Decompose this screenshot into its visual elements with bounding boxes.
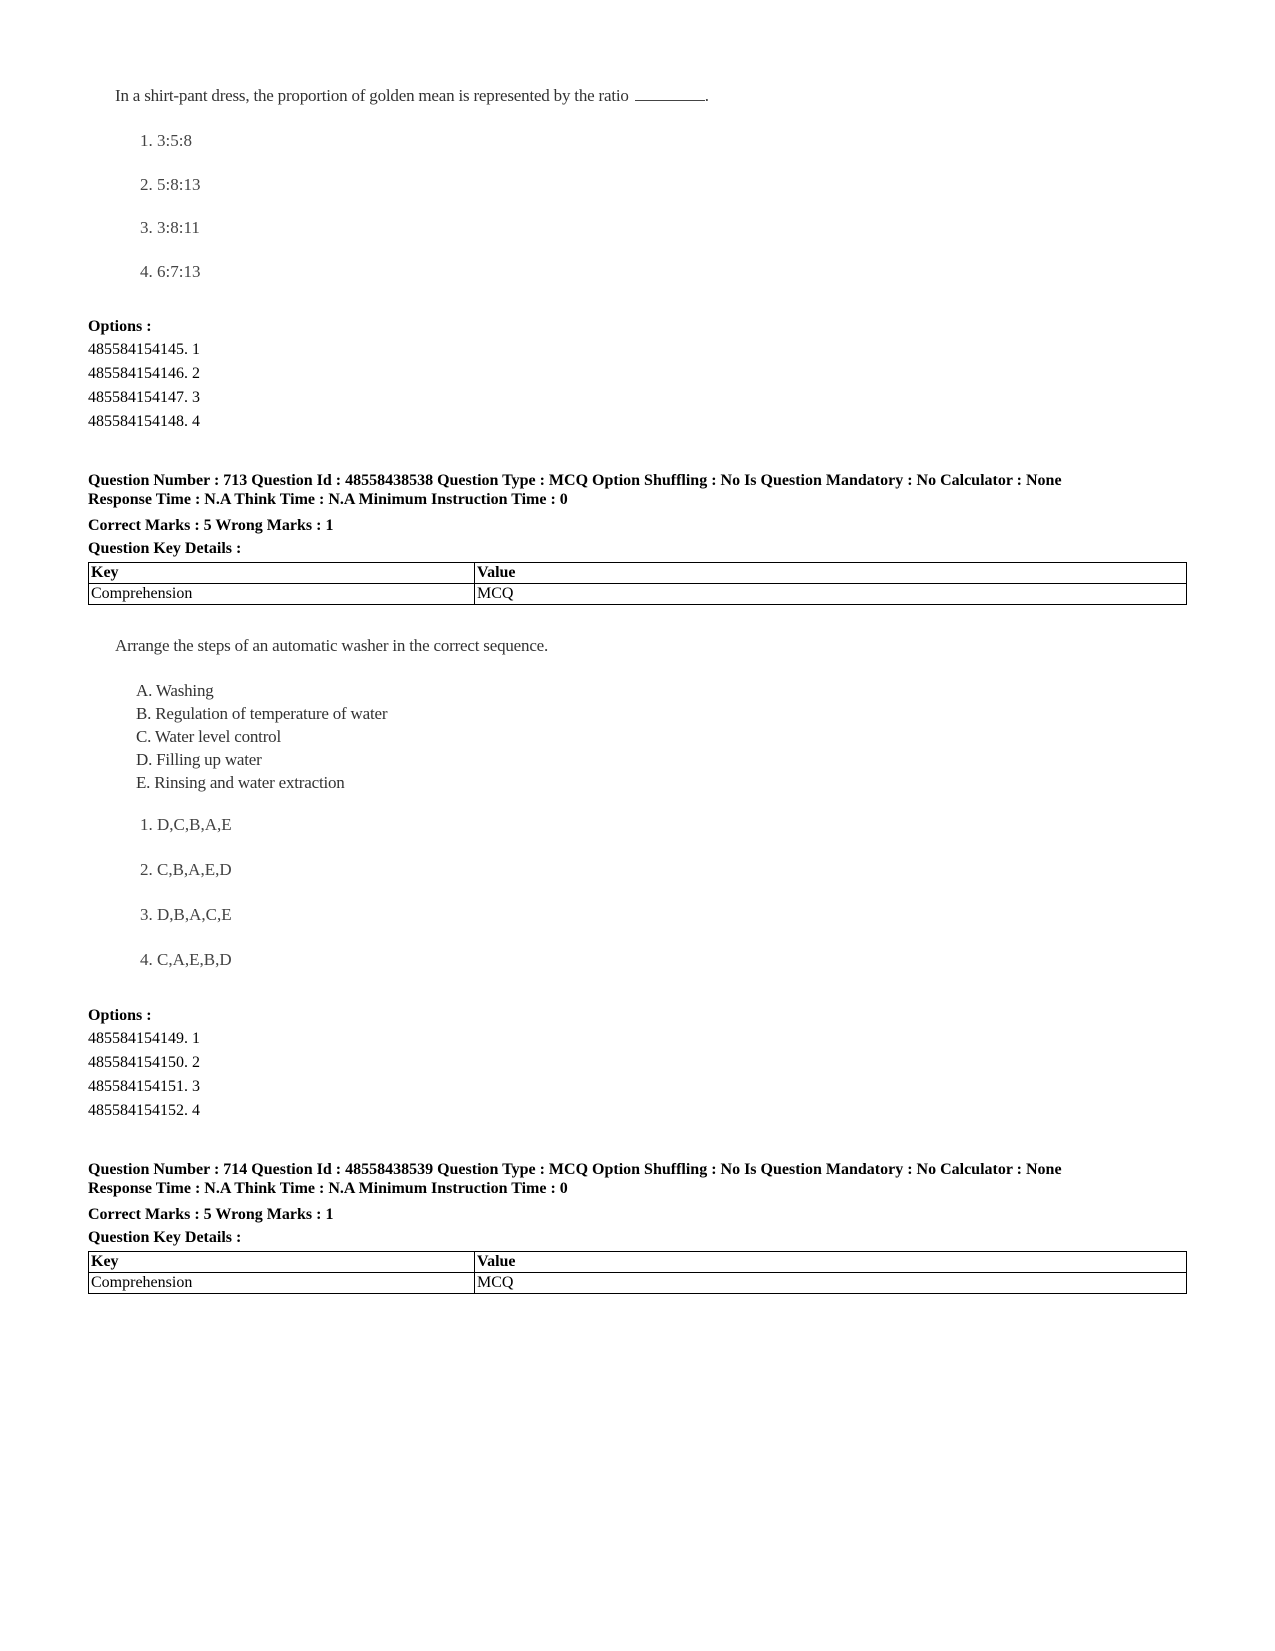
key-details-table bbox=[88, 562, 1187, 605]
meta-line-1: Question Number : 714 Question Id : 48558438539 Question Type : MCQ Option Shuffling : No Is Question Mandatory : No Calculator : None bbox=[88, 1161, 1062, 1178]
question-stem: Arrange the steps of an automatic washer in the correct sequence. bbox=[115, 636, 549, 655]
table-row bbox=[89, 584, 1187, 605]
options-label: Options : bbox=[88, 318, 152, 335]
step-item: A. Washing bbox=[136, 681, 214, 700]
value-header: Value bbox=[475, 1252, 1187, 1273]
value-cell: MCQ bbox=[475, 1273, 1187, 1294]
question-stem-image-text bbox=[115, 86, 709, 106]
option-item: 485584154147. 3 bbox=[88, 389, 200, 406]
value-header: Value bbox=[475, 563, 1187, 584]
question-stem: In a shirt-pant dress, the proportion of golden mean is represented by the ratio bbox=[115, 86, 629, 105]
step-item: E. Rinsing and water extraction bbox=[136, 773, 345, 792]
step-item: C. Water level control bbox=[136, 727, 281, 746]
meta-line-1: Question Number : 713 Question Id : 48558438538 Question Type : MCQ Option Shuffling : No Is Question Mandatory : No Calculator : None bbox=[88, 472, 1062, 489]
value-cell: MCQ bbox=[475, 584, 1187, 605]
option-item: 485584154151. 3 bbox=[88, 1078, 200, 1095]
table-header-row bbox=[89, 1252, 1187, 1273]
choice-item: 4. C,A,E,B,D bbox=[140, 950, 232, 969]
choice-item: 1. D,C,B,A,E bbox=[140, 815, 232, 834]
step-item: D. Filling up water bbox=[136, 750, 262, 769]
question-meta bbox=[88, 1160, 1062, 1198]
key-cell: Comprehension bbox=[89, 1273, 475, 1294]
steps-list bbox=[136, 679, 387, 794]
marks-line: Correct Marks : 5 Wrong Marks : 1 bbox=[88, 1206, 334, 1223]
options-label: Options : bbox=[88, 1007, 152, 1024]
key-details-table bbox=[88, 1251, 1187, 1294]
marks-line: Correct Marks : 5 Wrong Marks : 1 bbox=[88, 517, 334, 534]
answer-blank bbox=[635, 86, 705, 101]
options-list bbox=[88, 1027, 200, 1123]
choice-item: 4. 6:7:13 bbox=[140, 262, 201, 281]
key-details-label: Question Key Details : bbox=[88, 1229, 242, 1246]
step-item: B. Regulation of temperature of water bbox=[136, 704, 388, 723]
options-list bbox=[88, 338, 200, 434]
choice-item: 2. 5:8:13 bbox=[140, 175, 201, 194]
question-meta bbox=[88, 471, 1062, 509]
option-item: 485584154148. 4 bbox=[88, 413, 200, 430]
stem-tail: . bbox=[704, 86, 709, 105]
table-header-row bbox=[89, 563, 1187, 584]
table-row bbox=[89, 1273, 1187, 1294]
option-item: 485584154150. 2 bbox=[88, 1054, 200, 1071]
meta-line-2: Response Time : N.A Think Time : N.A Minimum Instruction Time : 0 bbox=[88, 1180, 568, 1197]
key-header: Key bbox=[89, 1252, 475, 1273]
option-item: 485584154152. 4 bbox=[88, 1102, 200, 1119]
meta-line-2: Response Time : N.A Think Time : N.A Minimum Instruction Time : 0 bbox=[88, 491, 568, 508]
key-cell: Comprehension bbox=[89, 584, 475, 605]
key-header: Key bbox=[89, 563, 475, 584]
choice-item: 2. C,B,A,E,D bbox=[140, 860, 232, 879]
option-item: 485584154149. 1 bbox=[88, 1030, 200, 1047]
choice-item: 3. D,B,A,C,E bbox=[140, 905, 232, 924]
choice-item: 1. 3:5:8 bbox=[140, 131, 192, 150]
key-details-label: Question Key Details : bbox=[88, 540, 242, 557]
option-item: 485584154146. 2 bbox=[88, 365, 200, 382]
option-item: 485584154145. 1 bbox=[88, 341, 200, 358]
choice-item: 3. 3:8:11 bbox=[140, 218, 200, 237]
